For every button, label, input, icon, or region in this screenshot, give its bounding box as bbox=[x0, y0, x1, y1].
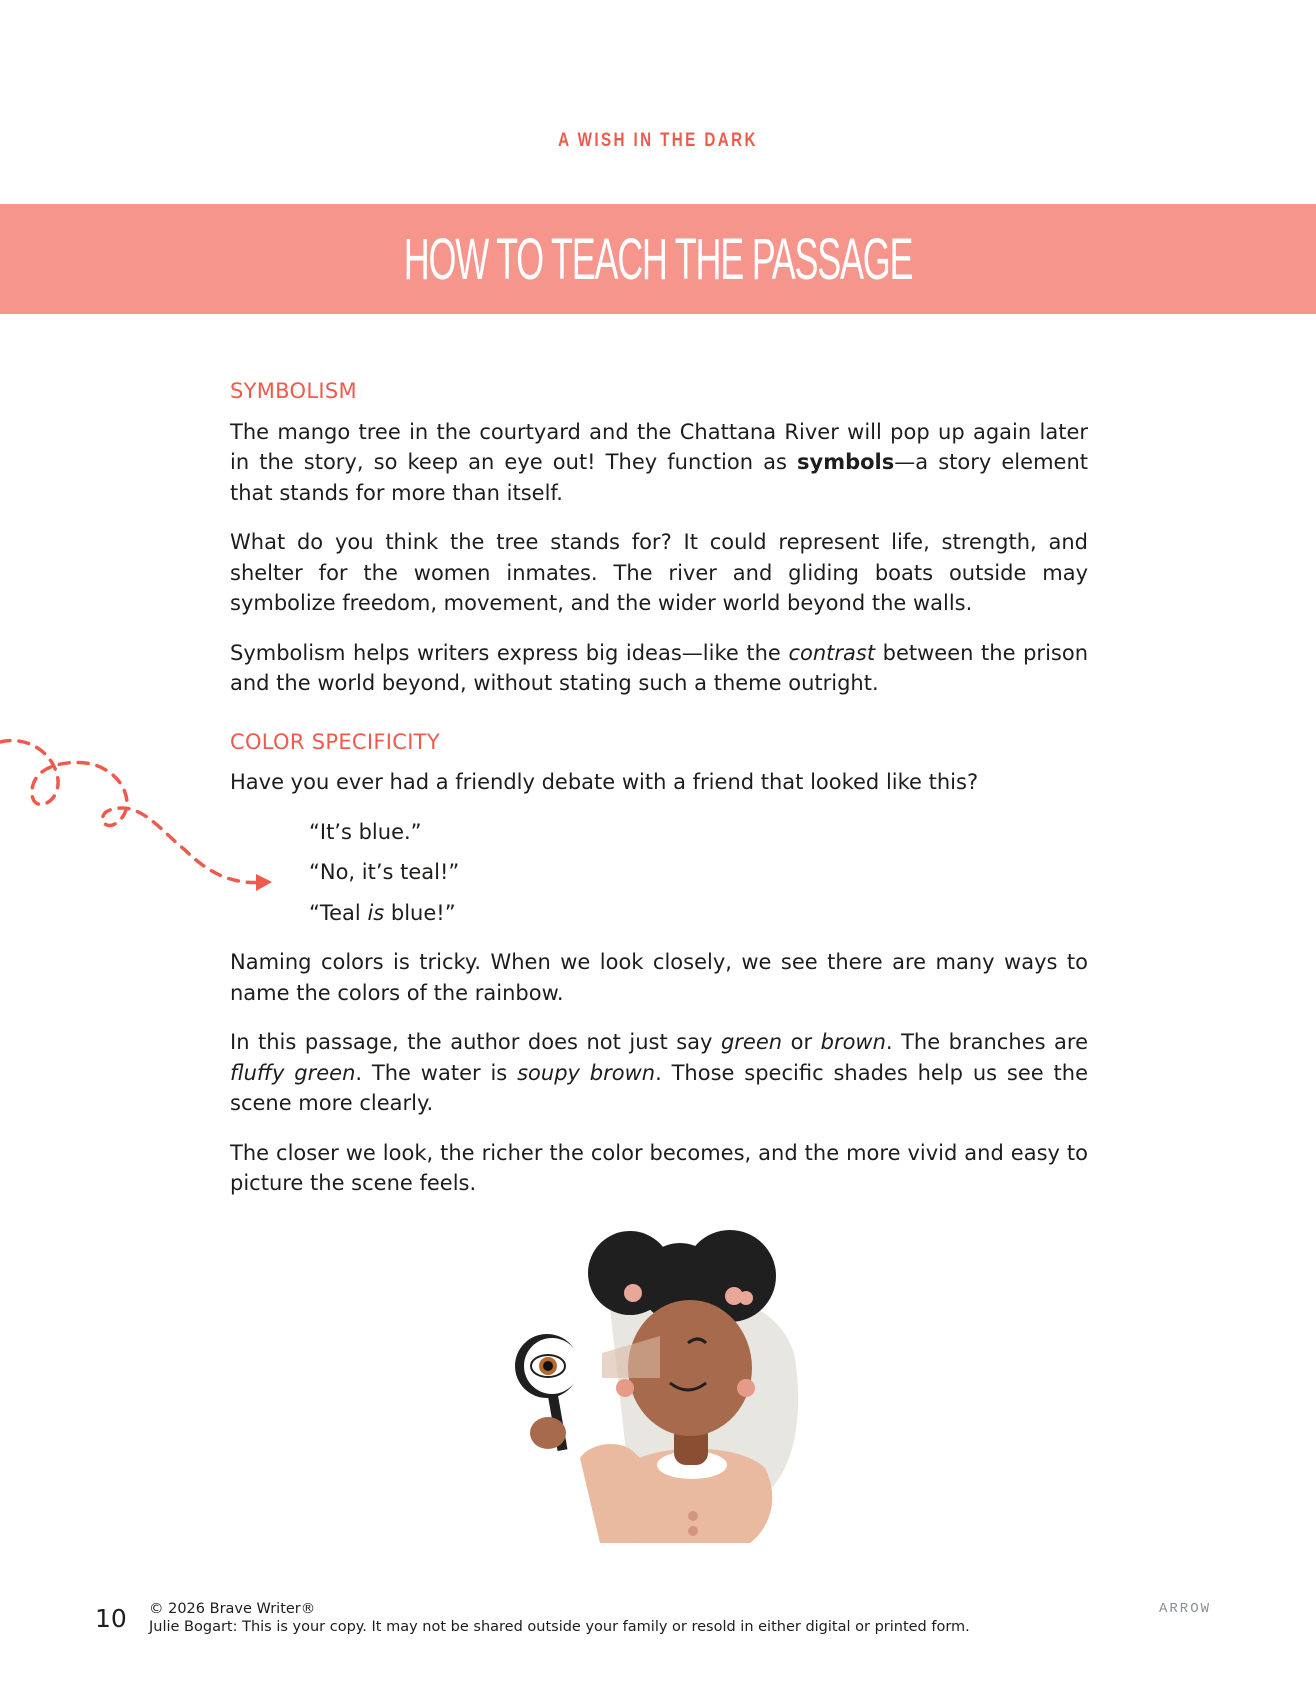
main-content bbox=[230, 376, 1088, 1218]
section-heading-symbolism: SYMBOLISM bbox=[230, 379, 357, 403]
section-heading-color-specificity: COLOR SPECIFICITY bbox=[230, 729, 440, 754]
paragraph: What do you think the tree stands for? It could represent life, strength, and shelter for the women inmates. The river and gliding boats outside may symbolize freedom, movement, and the wider world beyond the walls. bbox=[230, 530, 1088, 615]
girl-with-magnifying-glass-illustration bbox=[510, 1228, 810, 1543]
copyright: © 2026 Brave Writer® bbox=[149, 1601, 316, 1617]
paragraph: The mango tree in the courtyard and the Chattana River will pop up again later in the story, so keep an eye out! They function as symbols—a story element that stands for more than itself. bbox=[230, 419, 1088, 505]
title-banner bbox=[0, 204, 1316, 314]
quote: “It’s blue.” bbox=[309, 819, 422, 844]
page-number: 10 bbox=[95, 1604, 127, 1633]
dialogue-quotes bbox=[309, 817, 1088, 929]
paragraph: The closer we look, the richer the color becomes, and the more vivid and easy to picture the scene feels. bbox=[230, 1140, 1088, 1195]
quote: “No, it’s teal!” bbox=[309, 860, 460, 884]
copyright-footer bbox=[149, 1600, 970, 1636]
paragraph: Have you ever had a friendly debate with a friend that looked like this? bbox=[230, 770, 979, 794]
page-title: HOW TO TEACH THE PASSAGE bbox=[403, 226, 913, 292]
book-title-kicker: A WISH IN THE DARK bbox=[558, 130, 758, 151]
quote: “Teal is blue!” bbox=[309, 900, 456, 925]
paragraph: Symbolism helps writers express big ideas—like the contrast between the prison and the world beyond, without stating such a theme outright. bbox=[230, 640, 1088, 695]
paragraph: In this passage, the author does not just say green or brown. The branches are fluffy green. The water is soupy brown. Those specific shades help us see the scene more clearly. bbox=[230, 1030, 1088, 1115]
paragraph: Naming colors is tricky. When we look closely, we see there are many ways to name the colors of the rainbow. bbox=[230, 950, 1088, 1005]
license-notice: Julie Bogart: This is your copy. It may not be shared outside your family or resold in either digital or printed form. bbox=[149, 1619, 970, 1635]
arrow-logo: ARROW bbox=[1159, 1601, 1212, 1617]
